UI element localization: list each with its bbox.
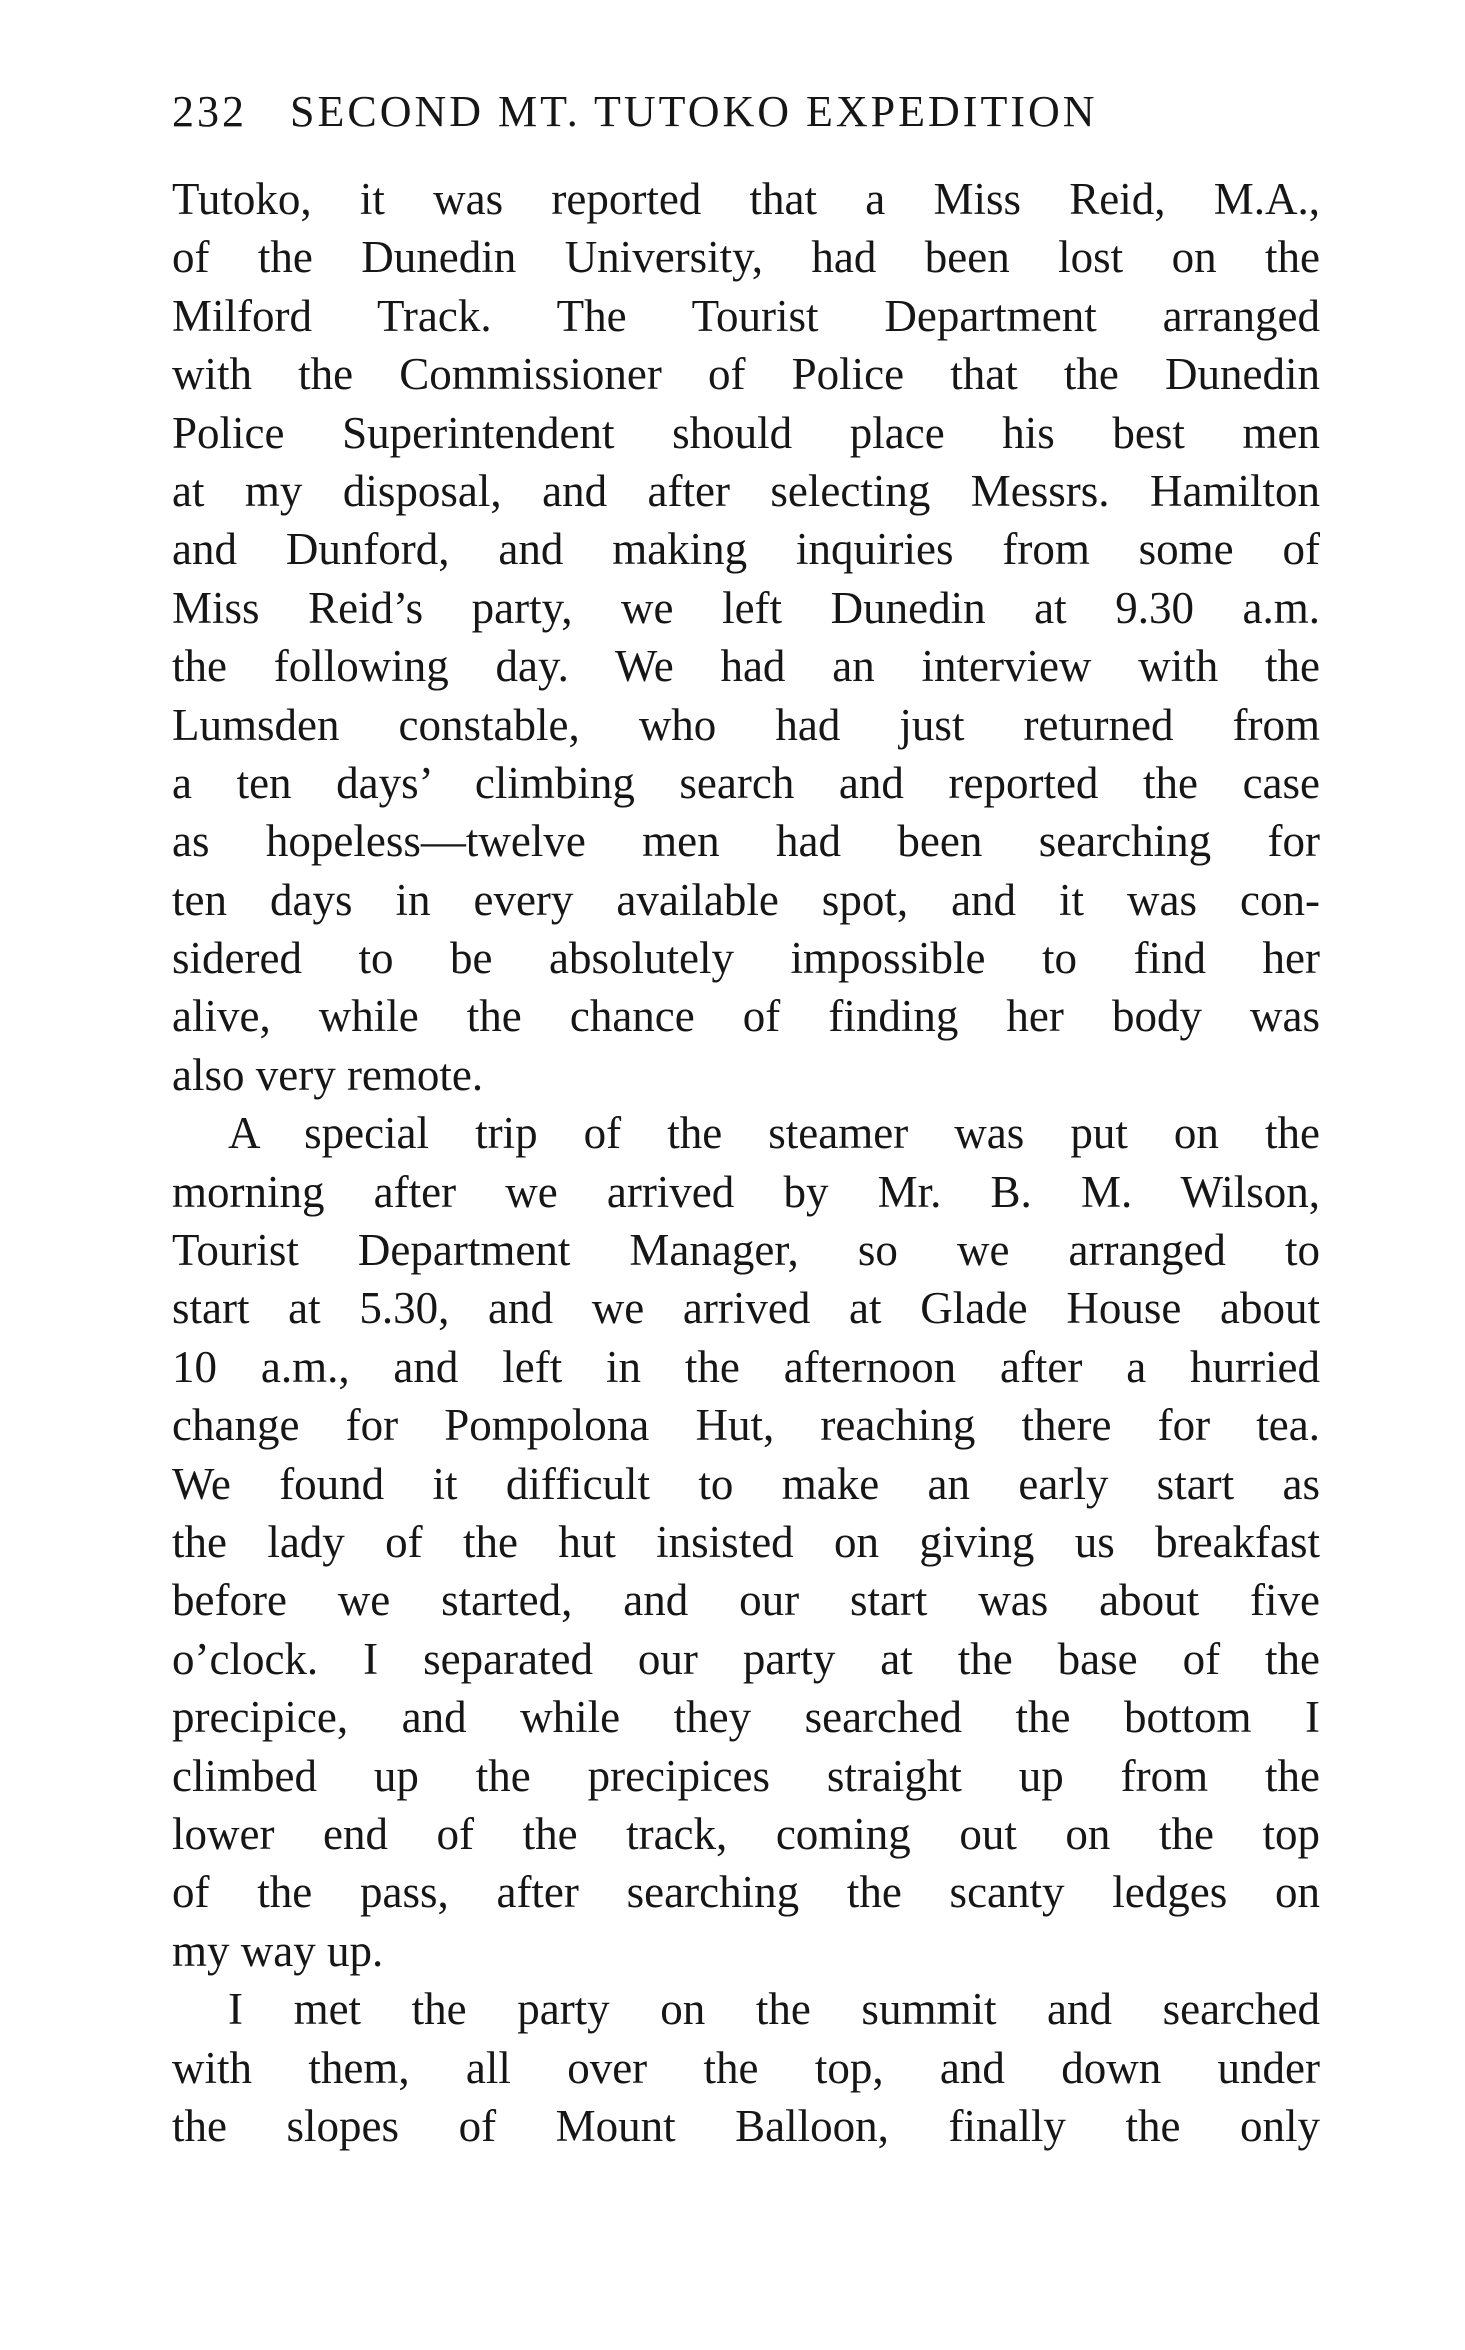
text-line: sidered to be absolutely impossible to find her (172, 933, 1320, 984)
paragraph-start-line: A special trip of the steamer was put on the (228, 1108, 1320, 1159)
text-line: lower end of the track, coming out on the top (172, 1808, 1320, 1859)
text-line: with them, all over the top, and down under (172, 2042, 1320, 2093)
text-line: change for Pompolona Hut, reaching there for tea. (172, 1400, 1320, 1451)
text-line: before we started, and our start was about five (172, 1575, 1320, 1626)
text-line: climbed up the precipices straight up from the (172, 1750, 1320, 1801)
text-line: at my disposal, and after selecting Messrs. Hamilton (172, 465, 1320, 516)
body-text (172, 170, 1320, 2155)
text-line: and Dunford, and making inquiries from some of (172, 524, 1320, 575)
text-line: o’clock. I separated our party at the base of the (172, 1633, 1320, 1684)
text-line: Miss Reid’s party, we left Dunedin at 9.30 a.m. (172, 582, 1320, 633)
text-line: a ten days’ climbing search and reported the case (172, 757, 1320, 808)
text-line: of the Dunedin University, had been lost on the (172, 232, 1320, 283)
text-line: 10 a.m., and left in the afternoon after a hurried (172, 1341, 1320, 1392)
text-line: with the Commissioner of Police that the Dunedin (172, 349, 1320, 400)
text-line: morning after we arrived by Mr. B. M. Wilson, (172, 1166, 1320, 1217)
text-line: the slopes of Mount Balloon, finally the only (172, 2100, 1320, 2151)
text-line: ten days in every available spot, and it was con- (172, 874, 1320, 925)
text-line: precipice, and while they searched the bottom I (172, 1692, 1320, 1743)
text-line: We found it difficult to make an early start as (172, 1458, 1320, 1509)
text-line: alive, while the chance of finding her body was (172, 991, 1320, 1042)
text-line: Lumsden constable, who had just returned from (172, 699, 1320, 750)
text-line: Tourist Department Manager, so we arranged to (172, 1225, 1320, 1276)
text-line: Police Superintendent should place his best men (172, 407, 1320, 458)
paragraph-end-line: my way up. (172, 1925, 384, 1976)
page-number: 232 (172, 87, 247, 136)
text-line: the following day. We had an interview with the (172, 641, 1320, 692)
text-line: Milford Track. The Tourist Department arranged (172, 290, 1320, 341)
text-line: Tutoko, it was reported that a Miss Reid, M.A., (172, 174, 1320, 224)
text-line: start at 5.30, and we arrived at Glade House about (172, 1283, 1320, 1334)
running-title: SECOND MT. TUTOKO EXPEDITION (290, 87, 1098, 136)
text-line: of the pass, after searching the scanty ledges on (172, 1867, 1320, 1918)
text-line: as hopeless—twelve men had been searching for (172, 816, 1320, 867)
text-line: the lady of the hut insisted on giving us breakfast (172, 1516, 1320, 1567)
running-head (172, 82, 1352, 142)
paragraph-end-line: also very remote. (172, 1049, 484, 1100)
paragraph-start-line: I met the party on the summit and searched (228, 1984, 1320, 2035)
